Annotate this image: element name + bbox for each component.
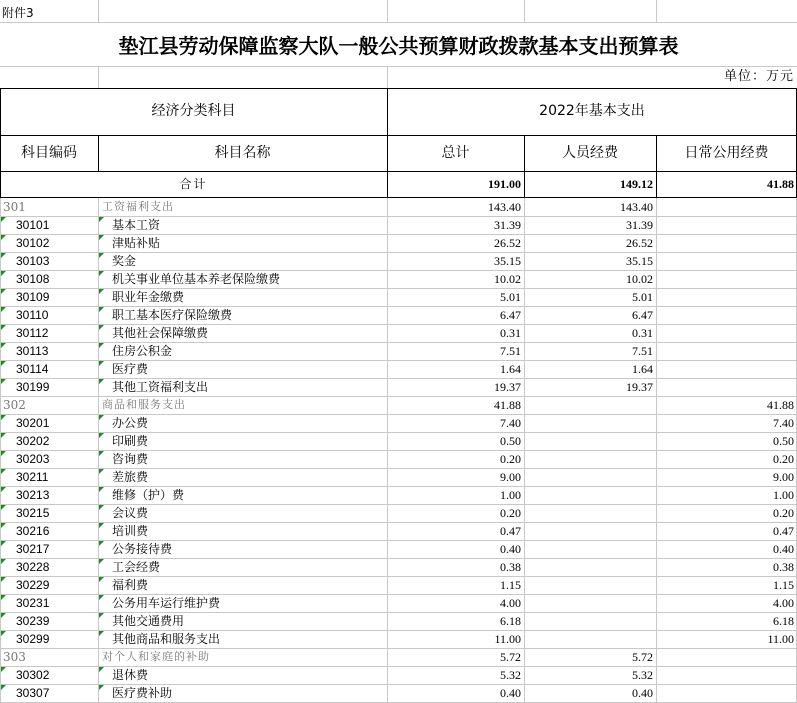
cell-code: 30215 bbox=[16, 506, 50, 520]
cell-flag-icon bbox=[99, 487, 104, 492]
cell-total: 5.01 bbox=[500, 290, 521, 304]
cell-flag-icon bbox=[99, 307, 104, 312]
cell-public bbox=[656, 198, 797, 216]
cell-flag-icon bbox=[99, 685, 104, 690]
cell-public: 11.00 bbox=[767, 632, 794, 646]
header-code: 科目编码 bbox=[21, 145, 77, 161]
cell-public bbox=[656, 216, 797, 234]
cell-personnel bbox=[524, 594, 656, 612]
cell-code: 303 bbox=[3, 650, 26, 664]
cell-code: 30203 bbox=[16, 452, 50, 466]
cell-flag-icon bbox=[99, 379, 104, 384]
cell-total: 10.02 bbox=[494, 272, 521, 286]
cell-personnel: 35.15 bbox=[626, 254, 653, 268]
cell-name: 其他交通费用 bbox=[112, 614, 185, 628]
cell-name: 差旅费 bbox=[112, 470, 149, 484]
cell-code: 30110 bbox=[16, 308, 49, 322]
cell-personnel: 1.64 bbox=[632, 362, 653, 376]
cell-public bbox=[656, 234, 797, 252]
cell-public bbox=[656, 342, 797, 360]
cell-flag-icon bbox=[1, 541, 6, 546]
cell-name: 职工基本医疗保险缴费 bbox=[112, 308, 233, 322]
cell-public: 7.40 bbox=[773, 416, 794, 430]
cell-name: 维修（护）费 bbox=[112, 488, 185, 502]
cell-flag-icon bbox=[1, 253, 6, 258]
cell-flag-icon bbox=[99, 631, 104, 636]
cell-flag-icon bbox=[99, 595, 104, 600]
cell-total: 19.37 bbox=[494, 380, 521, 394]
cell-public bbox=[656, 378, 797, 396]
cell-code: 30231 bbox=[16, 596, 50, 610]
cell-personnel bbox=[524, 576, 656, 594]
cell-personnel: 6.47 bbox=[632, 308, 653, 322]
cell-personnel bbox=[524, 450, 656, 468]
cell-code: 30302 bbox=[16, 668, 50, 682]
cell-flag-icon bbox=[99, 523, 104, 528]
cell-total: 0.40 bbox=[500, 686, 521, 700]
cell-personnel: 31.39 bbox=[626, 218, 653, 232]
total-row-personnel: 149.12 bbox=[620, 177, 653, 191]
cell-flag-icon bbox=[1, 325, 6, 330]
cell-code: 301 bbox=[3, 200, 26, 214]
cell-total: 0.20 bbox=[500, 452, 521, 466]
annex-label: 附件3 bbox=[2, 6, 34, 20]
cell-personnel: 7.51 bbox=[632, 344, 653, 358]
cell-total: 143.40 bbox=[488, 200, 521, 214]
cell-personnel bbox=[524, 540, 656, 558]
cell-public bbox=[656, 684, 797, 702]
header-name: 科目名称 bbox=[214, 145, 271, 161]
cell-public: 0.40 bbox=[773, 542, 794, 556]
cell-code: 30211 bbox=[16, 470, 49, 484]
cell-total: 41.88 bbox=[494, 398, 521, 412]
cell-public: 0.20 bbox=[773, 506, 794, 520]
cell-personnel bbox=[524, 414, 656, 432]
cell-public bbox=[656, 324, 797, 342]
cell-code: 30114 bbox=[16, 362, 49, 376]
cell-flag-icon bbox=[99, 433, 104, 438]
cell-code: 30108 bbox=[16, 272, 50, 286]
cell-code: 30216 bbox=[16, 524, 50, 538]
cell-code: 30112 bbox=[16, 326, 49, 340]
cell-public bbox=[656, 360, 797, 378]
cell-name: 医疗费补助 bbox=[112, 686, 173, 700]
cell-public: 9.00 bbox=[773, 470, 794, 484]
cell-personnel bbox=[524, 558, 656, 576]
cell-public bbox=[656, 306, 797, 324]
cell-flag-icon bbox=[1, 595, 6, 600]
cell-flag-icon bbox=[99, 613, 104, 618]
cell-flag-icon bbox=[99, 235, 104, 240]
cell-public: 0.20 bbox=[773, 452, 794, 466]
cell-flag-icon bbox=[1, 235, 6, 240]
cell-total: 1.00 bbox=[500, 488, 521, 502]
cell-public: 0.47 bbox=[773, 524, 794, 538]
cell-personnel: 0.40 bbox=[632, 686, 653, 700]
cell-flag-icon bbox=[99, 253, 104, 258]
cell-total: 6.18 bbox=[500, 614, 521, 628]
cell-public bbox=[656, 270, 797, 288]
cell-flag-icon bbox=[99, 289, 104, 294]
cell-flag-icon bbox=[1, 217, 6, 222]
cell-name: 对个人和家庭的补助 bbox=[102, 650, 210, 663]
cell-flag-icon bbox=[99, 325, 104, 330]
cell-total: 1.15 bbox=[500, 578, 521, 592]
cell-total: 0.20 bbox=[500, 506, 521, 520]
cell-personnel: 5.01 bbox=[632, 290, 653, 304]
header-econ-class: 经济分类科目 bbox=[151, 103, 236, 119]
cell-flag-icon bbox=[1, 523, 6, 528]
cell-flag-icon bbox=[1, 379, 6, 384]
cell-flag-icon bbox=[1, 487, 6, 492]
header-year-basic: 2022年基本支出 bbox=[539, 103, 645, 119]
cell-personnel: 0.31 bbox=[632, 326, 653, 340]
cell-flag-icon bbox=[1, 613, 6, 618]
cell-name: 津贴补贴 bbox=[112, 236, 161, 250]
cell-total: 6.47 bbox=[500, 308, 521, 322]
cell-flag-icon bbox=[99, 667, 104, 672]
cell-code: 30103 bbox=[16, 254, 50, 268]
cell-code: 30113 bbox=[16, 344, 49, 358]
cell-flag-icon bbox=[1, 433, 6, 438]
cell-total: 5.72 bbox=[500, 650, 521, 664]
cell-name: 商品和服务支出 bbox=[102, 398, 186, 411]
cell-personnel: 5.72 bbox=[632, 650, 653, 664]
cell-total: 0.31 bbox=[500, 326, 521, 340]
cell-code: 30307 bbox=[16, 686, 50, 700]
cell-public: 41.88 bbox=[767, 398, 794, 412]
cell-name: 住房公积金 bbox=[112, 344, 173, 358]
cell-public: 0.38 bbox=[773, 560, 794, 574]
cell-flag-icon bbox=[1, 685, 6, 690]
cell-public: 4.00 bbox=[773, 596, 794, 610]
cell-total: 11.00 bbox=[494, 632, 521, 646]
cell-total: 0.38 bbox=[500, 560, 521, 574]
cell-public: 6.18 bbox=[773, 614, 794, 628]
cell-public: 1.00 bbox=[773, 488, 794, 502]
cell-total: 7.51 bbox=[500, 344, 521, 358]
cell-personnel bbox=[524, 612, 656, 630]
cell-name: 退休费 bbox=[112, 668, 149, 682]
cell-code: 30228 bbox=[16, 560, 50, 574]
cell-code: 302 bbox=[3, 398, 26, 412]
cell-name: 奖金 bbox=[112, 254, 137, 268]
cell-total: 0.47 bbox=[500, 524, 521, 538]
cell-name: 会议费 bbox=[112, 506, 149, 520]
cell-code: 30101 bbox=[16, 218, 50, 232]
cell-name: 职业年金缴费 bbox=[112, 290, 185, 304]
cell-flag-icon bbox=[99, 271, 104, 276]
cell-flag-icon bbox=[99, 343, 104, 348]
cell-code: 30213 bbox=[16, 488, 50, 502]
cell-flag-icon bbox=[1, 289, 6, 294]
cell-flag-icon bbox=[1, 505, 6, 510]
header-public: 日常公用经费 bbox=[684, 145, 769, 161]
cell-code: 30299 bbox=[16, 632, 50, 646]
cell-name: 印刷费 bbox=[112, 434, 149, 448]
header-personnel: 人员经费 bbox=[562, 145, 618, 161]
cell-name: 医疗费 bbox=[112, 362, 149, 376]
cell-flag-icon bbox=[99, 469, 104, 474]
cell-name: 公务用车运行维护费 bbox=[112, 596, 221, 610]
cell-name: 基本工资 bbox=[112, 218, 161, 232]
cell-personnel bbox=[524, 468, 656, 486]
cell-flag-icon bbox=[99, 505, 104, 510]
cell-total: 7.40 bbox=[500, 416, 521, 430]
page-title: 垫江县劳动保障监察大队一般公共预算财政拨款基本支出预算表 bbox=[118, 34, 679, 58]
cell-total: 0.40 bbox=[500, 542, 521, 556]
cell-name: 其他商品和服务支出 bbox=[112, 632, 221, 646]
cell-personnel bbox=[524, 504, 656, 522]
cell-name: 其他社会保障缴费 bbox=[112, 326, 209, 340]
cell-name: 办公费 bbox=[112, 416, 149, 430]
cell-total: 9.00 bbox=[500, 470, 521, 484]
cell-public bbox=[656, 648, 797, 666]
cell-flag-icon bbox=[99, 361, 104, 366]
cell-total: 4.00 bbox=[500, 596, 521, 610]
cell-total: 31.39 bbox=[494, 218, 521, 232]
cell-flag-icon bbox=[1, 469, 6, 474]
cell-personnel bbox=[524, 522, 656, 540]
cell-flag-icon bbox=[1, 415, 6, 420]
unit-label: 单位：万元 bbox=[723, 69, 794, 84]
cell-total: 0.50 bbox=[500, 434, 521, 448]
cell-flag-icon bbox=[99, 559, 104, 564]
cell-code: 30217 bbox=[16, 542, 50, 556]
cell-flag-icon bbox=[1, 577, 6, 582]
cell-name: 工资福利支出 bbox=[102, 200, 174, 213]
cell-personnel bbox=[524, 432, 656, 450]
cell-total: 1.64 bbox=[500, 362, 521, 376]
cell-total: 26.52 bbox=[494, 236, 521, 250]
cell-flag-icon bbox=[1, 559, 6, 564]
header-total: 总计 bbox=[441, 145, 470, 161]
cell-personnel: 143.40 bbox=[620, 200, 653, 214]
total-row-label: 合计 bbox=[179, 177, 208, 191]
cell-flag-icon bbox=[99, 451, 104, 456]
cell-total: 35.15 bbox=[494, 254, 521, 268]
total-row-public: 41.88 bbox=[767, 177, 794, 191]
cell-code: 30109 bbox=[16, 290, 50, 304]
cell-flag-icon bbox=[1, 271, 6, 276]
cell-name: 其他工资福利支出 bbox=[112, 380, 209, 394]
cell-flag-icon bbox=[1, 307, 6, 312]
cell-code: 30102 bbox=[16, 236, 50, 250]
cell-code: 30202 bbox=[16, 434, 50, 448]
cell-public bbox=[656, 252, 797, 270]
cell-flag-icon bbox=[99, 541, 104, 546]
cell-personnel: 5.32 bbox=[632, 668, 653, 682]
cell-name: 机关事业单位基本养老保险缴费 bbox=[112, 272, 281, 286]
cell-name: 公务接待费 bbox=[112, 542, 173, 556]
cell-code: 30229 bbox=[16, 578, 50, 592]
cell-personnel: 10.02 bbox=[626, 272, 653, 286]
cell-flag-icon bbox=[1, 451, 6, 456]
cell-personnel bbox=[524, 630, 656, 648]
cell-name: 福利费 bbox=[112, 578, 149, 592]
cell-public: 0.50 bbox=[773, 434, 794, 448]
cell-flag-icon bbox=[99, 217, 104, 222]
cell-flag-icon bbox=[1, 343, 6, 348]
cell-personnel: 26.52 bbox=[626, 236, 653, 250]
cell-name: 工会经费 bbox=[112, 560, 161, 574]
cell-flag-icon bbox=[1, 361, 6, 366]
cell-public: 1.15 bbox=[773, 578, 794, 592]
cell-public bbox=[656, 288, 797, 306]
cell-total: 5.32 bbox=[500, 668, 521, 682]
cell-personnel bbox=[524, 486, 656, 504]
cell-name: 培训费 bbox=[112, 524, 149, 538]
cell-name: 咨询费 bbox=[112, 452, 149, 466]
cell-public bbox=[656, 666, 797, 684]
cell-flag-icon bbox=[1, 667, 6, 672]
cell-code: 30239 bbox=[16, 614, 50, 628]
cell-flag-icon bbox=[1, 631, 6, 636]
cell-flag-icon bbox=[99, 577, 104, 582]
cell-personnel: 19.37 bbox=[626, 380, 653, 394]
cell-personnel bbox=[524, 396, 656, 414]
cell-code: 30201 bbox=[16, 416, 50, 430]
cell-flag-icon bbox=[99, 415, 104, 420]
cell-code: 30199 bbox=[16, 380, 50, 394]
total-row-total: 191.00 bbox=[488, 177, 521, 191]
